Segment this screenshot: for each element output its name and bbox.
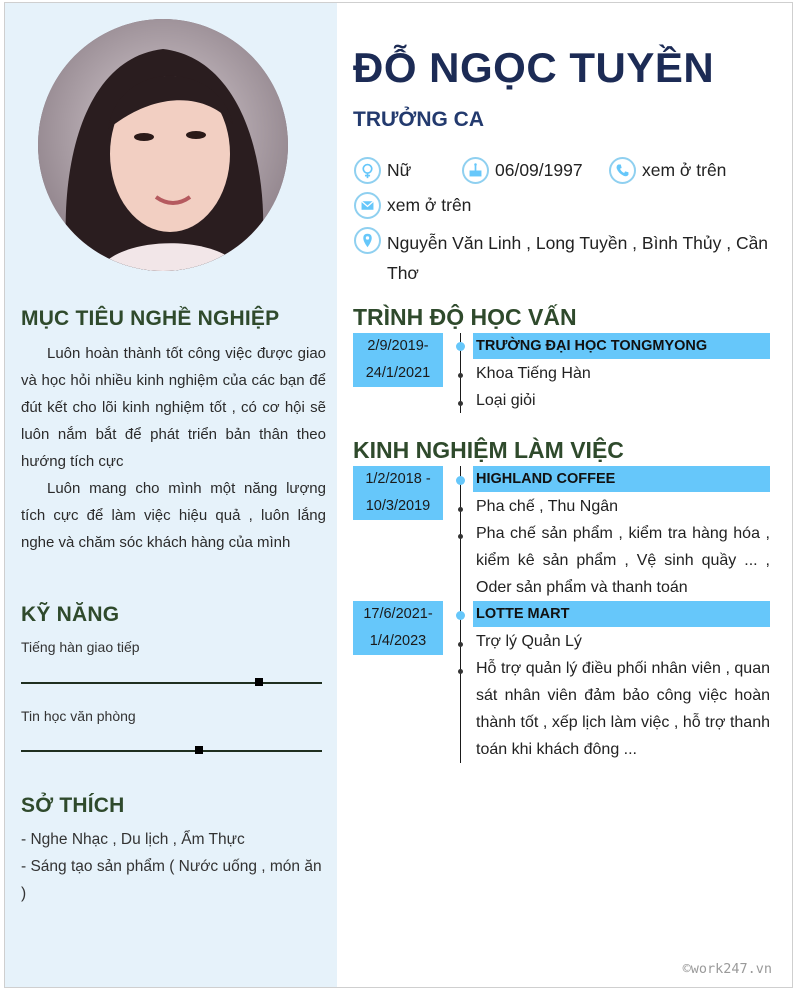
birthday-value: 06/09/1997 (495, 160, 583, 180)
bullet-dot (458, 373, 463, 378)
candidate-role: TRƯỞNG CA (353, 108, 484, 131)
skill-name: Tiếng hàn giao tiếp (21, 639, 140, 655)
education-title: TRÌNH ĐỘ HỌC VẤN (353, 304, 577, 330)
mail-icon (354, 192, 381, 219)
address-info (354, 227, 387, 254)
timeline-dot (456, 342, 465, 351)
email-info (354, 192, 471, 219)
bullet-dot (458, 642, 463, 647)
objective-title: MỤC TIÊU NGHỀ NGHIỆP (21, 307, 280, 330)
profile-photo (38, 19, 288, 271)
objective-paragraph: Luôn hoàn thành tốt công việc được giao và học hỏi nhiều kinh nghiệm của các bạn để đút kết cho lõi kinh nghiệm tốt , có cơ hội sẽ luôn nắm bắt để phát triển bản thân theo hướng tích cực (21, 345, 326, 470)
date-from: 17/6/2021- (363, 606, 433, 622)
skill-name: Tin học văn phòng (21, 708, 136, 724)
experience-org: HIGHLAND COFFEE (473, 466, 770, 492)
hobby-item: - Sáng tạo sản phẩm ( Nước uống , món ăn ) (21, 858, 322, 902)
phone-icon (609, 157, 636, 184)
phone-info (609, 157, 726, 184)
date-from: 2/9/2019- (367, 338, 429, 354)
experience-position: Pha chế , Thu Ngân (476, 498, 619, 515)
address-value: Nguyễn Văn Linh , Long Tuyền , Bình Thủy , Cần Thơ (387, 233, 769, 283)
gender-value: Nữ (387, 160, 412, 180)
education-position: Khoa Tiếng Hàn (476, 365, 591, 382)
skill-level-knob (255, 678, 263, 686)
skills-title: KỸ NĂNG (21, 603, 120, 626)
education-org: TRƯỜNG ĐẠI HỌC TONGMYONG (473, 333, 770, 359)
experience-org: LOTTE MART (473, 601, 770, 627)
date-to: 1/4/2023 (369, 633, 427, 649)
experience-date (353, 466, 443, 520)
gender-icon (354, 157, 381, 184)
timeline-dot (456, 611, 465, 620)
bullet-dot (458, 507, 463, 512)
gender-info (354, 157, 411, 184)
education-detail: Loại giỏi (476, 392, 536, 409)
experience-date (353, 601, 443, 655)
birthday-info (462, 157, 583, 184)
experience-detail: Hỗ trợ quản lý điều phối nhân viên , quan sát nhân viên đảm bảo công việc hoàn thành tốt , xếp lịch làm việc , hỗ trợ thanh toán khi khách đông ... (476, 660, 770, 758)
phone-value: xem ở trên (642, 160, 727, 180)
hobby-item: - Nghe Nhạc , Du lịch , Ẩm Thực (21, 831, 245, 848)
map-pin-icon (354, 227, 381, 254)
date-to: 24/1/2021 (365, 365, 431, 381)
hobbies-title: SỞ THÍCH (21, 794, 125, 817)
bullet-dot (458, 401, 463, 406)
experience-title: KINH NGHIỆM LÀM VIỆC (353, 437, 624, 463)
skill-level-knob (195, 746, 203, 754)
objective-paragraph: Luôn mang cho mình một năng lượng tích cực để làm việc hiệu quả , luôn lắng nghe và chăm sóc khách hàng của mình (21, 480, 326, 551)
bullet-dot (458, 534, 463, 539)
bullet-dot (458, 669, 463, 674)
cake-icon (462, 157, 489, 184)
date-from: 1/2/2018 - (365, 471, 431, 487)
skill-bar (21, 750, 322, 752)
experience-position: Trợ lý Quản Lý (476, 633, 582, 650)
objective-text (21, 340, 326, 556)
candidate-name: ĐỖ NGỌC TUYỀN (353, 44, 715, 91)
experience-detail: Pha chế sản phẩm , kiểm tra hàng hóa , kiểm kê sản phẩm , Vệ sinh quầy ... , Oder sản phẩm và thanh toán (476, 525, 770, 596)
watermark: ©work247.vn (682, 961, 772, 977)
email-value: xem ở trên (387, 195, 472, 215)
date-to: 10/3/2019 (365, 498, 431, 514)
timeline-dot (456, 476, 465, 485)
education-date (353, 333, 443, 387)
skill-bar (21, 682, 322, 684)
